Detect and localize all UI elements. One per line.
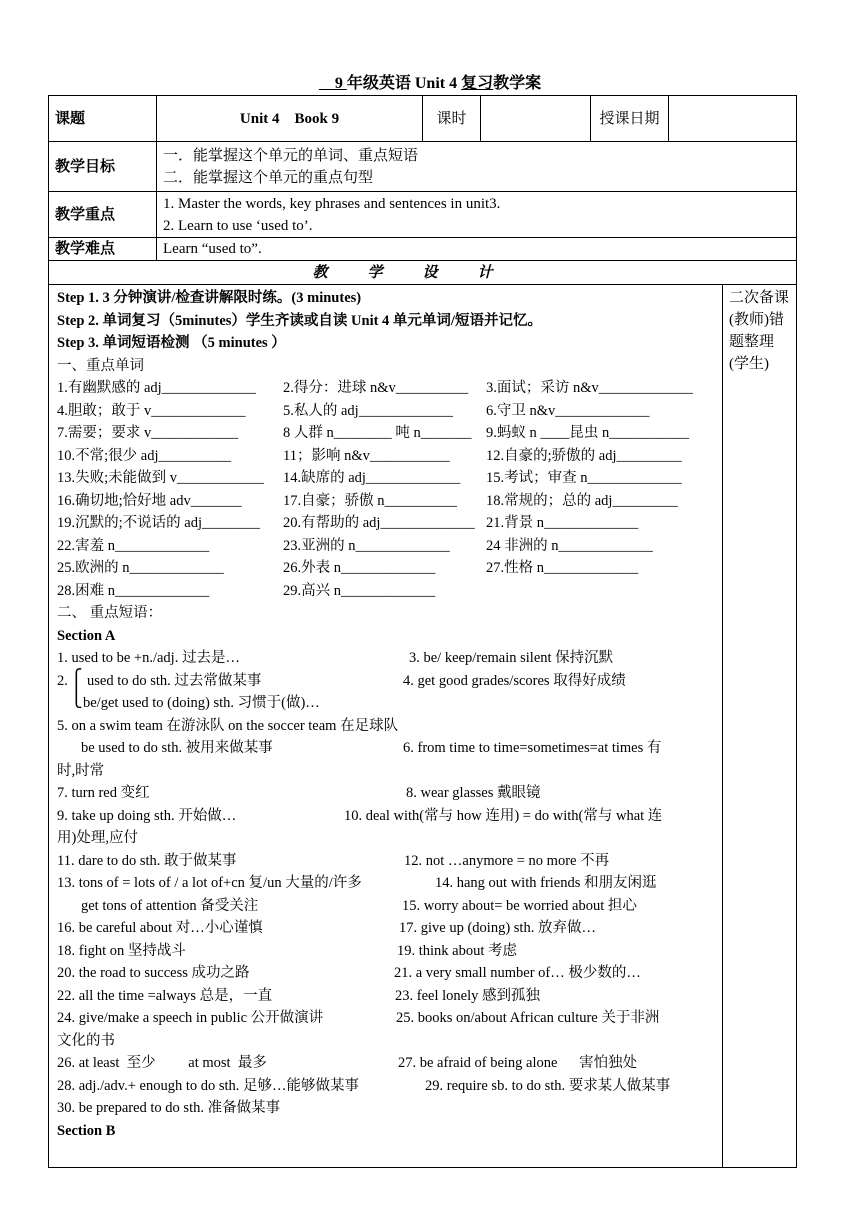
phrase-item: 28. adj./adv.+ enough to do sth. 足够…能够做某事 [57, 1077, 360, 1094]
phrase-row [57, 850, 714, 873]
phrase-item: be used to do sth. 被用来做某事 [81, 740, 273, 756]
difficulty-row [49, 238, 797, 261]
word-row [57, 535, 714, 558]
header-row [49, 96, 797, 142]
brace-icon: ⎧ [70, 668, 83, 688]
phrase-item: 6. from time to time=sometimes=at times 有 [403, 740, 662, 756]
phrase-row [57, 647, 714, 670]
goals-content [157, 142, 797, 192]
word-blank-item: 23.亚洲的 n_____________ [283, 537, 450, 554]
word-blank-item: 20.有帮助的 adj_____________ [283, 515, 475, 531]
phrase-item: 9. take up doing sth. 开始做… [57, 807, 237, 824]
brace-icon: ⎩ [70, 689, 83, 708]
word-blank-item: 18.常规的；总的 adj_________ [486, 492, 678, 509]
focus-label: 教学重点 [49, 192, 157, 238]
phrase-row [57, 827, 714, 850]
word-blank-item: 24 非洲的 n_____________ [486, 537, 653, 554]
step-3: Step 3. 单词短语检测 （5 minutes ） [57, 335, 286, 351]
section-a-heading: Section A [57, 627, 116, 644]
phrase-item: 14. hang out with friends 和朋友闲逛 [435, 875, 657, 891]
word-row [57, 377, 714, 400]
phrase-item-continued: 用)处理,应付 [57, 830, 138, 846]
grade-number: 9 [334, 75, 343, 92]
phrase-item: be/get used to (doing) sth. 习惯于(做)… [83, 695, 320, 711]
phrase-row [57, 670, 714, 693]
topic-value: Unit 4 Book 9 [157, 96, 423, 142]
phrase-row [57, 917, 714, 940]
words-heading: 一、重点单词 [57, 357, 144, 374]
phrase-item: used to do sth. 过去常做某事 [87, 672, 262, 689]
phrase-item-continued: 时,时常 [57, 762, 105, 779]
word-blank-item: 22.害羞 n_____________ [57, 537, 210, 554]
phrase-row [57, 1007, 714, 1030]
word-blank-item: 7.需要；要求 v____________ [57, 425, 239, 441]
goals-label: 教学目标 [49, 142, 157, 192]
phrases-heading: 二、 重点短语： [57, 605, 163, 621]
title-text: 年级英语 Unit 4 [346, 75, 458, 92]
phrase-row [57, 1030, 714, 1053]
word-blank-item: 28.困难 n_____________ [57, 582, 210, 599]
phrase-row [57, 985, 714, 1008]
word-blank-item: 16.确切地;恰好地 adv_______ [57, 492, 242, 509]
phrase-item: 16. be careful about 对…小心谨慎 [57, 920, 263, 936]
phrase-item: 10. deal with(常与 how 连用) = do with(常与 what 连 [344, 807, 663, 824]
document-title [0, 70, 860, 93]
words-list [57, 377, 714, 602]
phrase-item: 19. think about 考虑 [397, 942, 518, 959]
phrase-row [57, 689, 714, 715]
word-blank-item: 15.考试；审查 n_____________ [486, 470, 682, 486]
title-review: 复习 [461, 75, 494, 92]
phrase-row [57, 962, 714, 985]
phrase-item: 20. the road to success 成功之路 [57, 965, 250, 981]
word-blank-item: 9.蚂蚁 n ____昆虫 n___________ [486, 425, 689, 441]
word-blank-item: 29.高兴 n_____________ [283, 582, 436, 599]
word-row [57, 400, 714, 423]
word-blank-item: 8 人群 n________ 吨 n_______ [283, 425, 472, 441]
focus-row [49, 192, 797, 238]
difficulty-label: 教学难点 [49, 238, 157, 261]
word-blank-item: 17.自豪；骄傲 n__________ [283, 492, 457, 509]
period-label: 课时 [423, 96, 481, 142]
word-blank-item: 1.有幽默感的 adj_____________ [57, 380, 256, 396]
phrase-number: 2. [57, 672, 68, 689]
phrase-row [57, 940, 714, 963]
phrase-row [57, 1097, 714, 1120]
step-2: Step 2. 单词复习（5minutes）学生齐读或自读 Unit 4 单元单词/短语并记忆。 [57, 312, 542, 329]
word-row [57, 490, 714, 513]
date-label: 授课日期 [591, 96, 669, 142]
word-blank-item: 12.自豪的;骄傲的 adj_________ [486, 447, 682, 464]
phrase-item: 30. be prepared to do sth. 准备做某事 [57, 1100, 281, 1116]
phrase-item: 25. books on/about African culture 关于非洲 [396, 1010, 660, 1026]
phrase-item: 21. a very small number of… 极少数的… [394, 965, 641, 981]
word-blank-item: 5.私人的 adj_____________ [283, 402, 453, 419]
topic-label: 课题 [49, 96, 157, 142]
lesson-content [49, 285, 723, 1168]
phrase-row [57, 737, 714, 760]
word-row [57, 467, 714, 490]
phrase-item: 7. turn red 变红 [57, 785, 150, 801]
word-blank-item: 14.缺席的 adj_____________ [283, 470, 461, 486]
phrase-item: 4. get good grades/scores 取得好成绩 [403, 672, 626, 689]
phrase-row [57, 895, 714, 918]
word-blank-item: 21.背景 n_____________ [486, 515, 639, 531]
focus-item: 2. Learn to use ‘used to’. [163, 217, 313, 234]
goal-item: 一．能掌握这个单元的单词、重点短语 [163, 147, 419, 164]
design-heading: 教学设计 [49, 261, 797, 285]
phrase-item: 27. be afraid of being alone 害怕独处 [398, 1055, 638, 1071]
word-blank-item: 3.面试；采访 n&v_____________ [486, 380, 694, 396]
phrase-item: 12. not …anymore = no more 不再 [404, 852, 610, 869]
phrase-row [57, 805, 714, 828]
phrase-item: 22. all the time =always 总是，一直 [57, 987, 273, 1004]
word-row [57, 557, 714, 580]
phrase-item: 26. at least 至少 at most 最多 [57, 1055, 267, 1071]
phrase-row [57, 1075, 714, 1098]
word-blank-item: 2.得分：进球 n&v__________ [283, 380, 469, 396]
content-row [49, 285, 797, 1168]
phrase-row [57, 715, 714, 738]
period-value [481, 96, 591, 142]
phrase-item: 24. give/make a speech in public 公开做演讲 [57, 1010, 324, 1026]
difficulty-value: Learn “used to”. [157, 238, 797, 261]
phrase-item: 13. tons of = lots of / a lot of+cn 复/un 大量的/许多 [57, 875, 362, 891]
design-row [49, 261, 797, 285]
phrase-item: 15. worry about= be worried about 担心 [402, 897, 637, 914]
phrase-row [57, 782, 714, 805]
phrase-item: 23. feel lonely 感到孤独 [395, 987, 540, 1004]
phrase-item: 5. on a swim team 在游泳队 on the soccer team 在足球队 [57, 717, 399, 734]
phrase-item: 11. dare to do sth. 敢于做某事 [57, 852, 237, 869]
word-blank-item: 4.胆敢；敢于 v_____________ [57, 402, 246, 419]
phrase-item-continued: 文化的书 [57, 1032, 115, 1049]
word-blank-item: 10.不常;很少 adj__________ [57, 447, 231, 464]
goals-row [49, 142, 797, 192]
phrase-item: 3. be/ keep/remain silent 保持沉默 [409, 650, 614, 666]
word-blank-item: 13.失败;未能做到 v____________ [57, 470, 265, 486]
phrase-item: get tons of attention 备受关注 [81, 897, 259, 914]
word-blank-item: 25.欧洲的 n_____________ [57, 560, 224, 576]
phrase-item: 17. give up (doing) sth. 放弃做… [399, 920, 596, 936]
phrase-item: 29. require sb. to do sth. 要求某人做某事 [425, 1077, 671, 1094]
focus-content [157, 192, 797, 238]
lesson-plan-table [48, 95, 797, 1168]
phrase-row [57, 872, 714, 895]
phrase-row [57, 1052, 714, 1075]
date-value [669, 96, 797, 142]
word-blank-item: 26.外表 n_____________ [283, 560, 436, 576]
section-b-heading: Section B [57, 1122, 116, 1139]
word-blank-item: 11；影响 n&v___________ [283, 447, 450, 464]
step-1: Step 1. 3 分钟演讲/检查讲解限时练。(3 minutes) [57, 290, 362, 306]
word-row [57, 445, 714, 468]
phrase-item: 1. used to be +n./adj. 过去是… [57, 650, 240, 666]
phrase-item: 18. fight on 坚持战斗 [57, 942, 186, 959]
phrase-row [57, 760, 714, 783]
phrase-item: 8. wear glasses 戴眼镜 [406, 785, 541, 801]
side-note: 二次备课(教师)错题整理(学生) [723, 285, 797, 1168]
goal-item: 二．能掌握这个单元的重点句型 [163, 169, 374, 186]
focus-item: 1. Master the words, key phrases and sentences in unit3. [163, 195, 501, 212]
word-blank-item: 6.守卫 n&v_____________ [486, 402, 650, 419]
word-row [57, 580, 714, 603]
word-row [57, 512, 714, 535]
title-suffix: 教学案 [493, 75, 542, 92]
word-blank-item: 19.沉默的;不说话的 adj________ [57, 515, 260, 531]
word-row [57, 422, 714, 445]
word-blank-item: 27.性格 n_____________ [486, 560, 639, 576]
